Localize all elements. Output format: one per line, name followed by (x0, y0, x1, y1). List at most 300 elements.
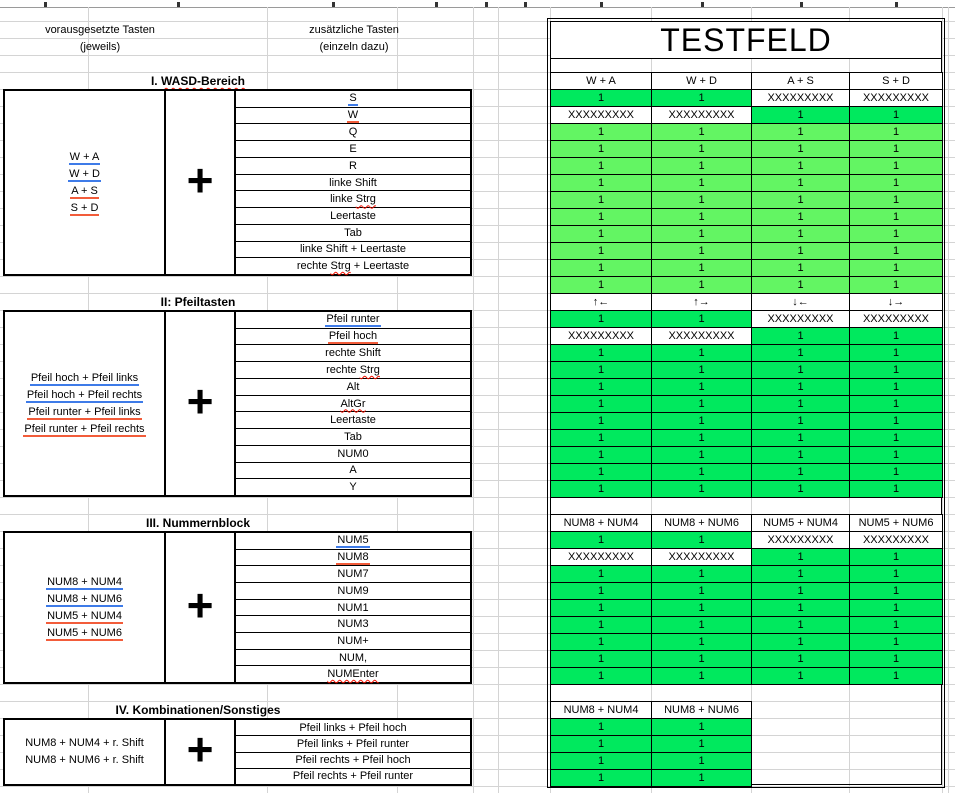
result-cell[interactable]: 1 (752, 634, 850, 651)
result-cell[interactable]: XXXXXXXXX (752, 532, 850, 549)
result-cell[interactable]: XXXXXXXXX (850, 90, 943, 107)
result-cell[interactable]: 1 (551, 583, 652, 600)
result-cell[interactable]: 1 (652, 668, 752, 685)
additional-key-cell[interactable] (236, 720, 470, 736)
prerequisite-key-cell[interactable] (26, 387, 143, 404)
result-cell[interactable]: 1 (652, 481, 752, 498)
prerequisite-key-cell[interactable] (46, 591, 123, 608)
result-cell[interactable]: 1 (752, 396, 850, 413)
result-cell[interactable]: 1 (652, 226, 752, 243)
additional-key-cell[interactable] (236, 412, 470, 429)
result-cell[interactable]: 1 (652, 362, 752, 379)
prerequisite-key-cell[interactable] (46, 625, 123, 642)
result-cell[interactable]: 1 (652, 532, 752, 549)
result-cell[interactable]: 1 (551, 447, 652, 464)
result-cell[interactable]: 1 (652, 311, 752, 328)
result-cell[interactable]: 1 (850, 447, 943, 464)
result-cell[interactable]: 1 (551, 90, 652, 107)
section-title-text: WASD-Bereich (160, 74, 246, 88)
result-cell[interactable]: 1 (752, 209, 850, 226)
plus-sign: + (186, 578, 214, 631)
result-cell[interactable]: 1 (752, 260, 850, 277)
result-grid (550, 514, 943, 685)
result-cell[interactable]: 1 (551, 634, 652, 651)
result-cell[interactable]: 1 (652, 158, 752, 175)
result-cell[interactable]: 1 (652, 566, 752, 583)
key-label: Q (348, 126, 358, 139)
result-cell[interactable]: 1 (752, 175, 850, 192)
result-cell[interactable]: 1 (652, 753, 752, 770)
result-cell[interactable]: 1 (551, 141, 652, 158)
left-key-label: W + D (69, 167, 100, 180)
result-cell[interactable]: XXXXXXXXX (551, 328, 652, 345)
prerequisite-key-cell[interactable] (68, 166, 101, 183)
additional-key-cell[interactable] (236, 650, 470, 667)
column-letter-remnant (177, 2, 180, 7)
additional-key-cell[interactable] (236, 446, 470, 463)
result-cell[interactable]: 1 (752, 328, 850, 345)
misspelled-word: Strg (359, 364, 380, 377)
result-column-header-cell[interactable]: NUM5 + NUM6 (850, 515, 943, 532)
additional-key-cell[interactable] (236, 225, 470, 242)
column-letter-remnant (44, 2, 47, 7)
key-label: NUM3 (337, 618, 369, 631)
key-label: A (349, 464, 357, 477)
additional-key-cell[interactable] (236, 566, 470, 583)
additional-keys-table (234, 718, 472, 786)
key-label: rechte Shift (325, 347, 381, 360)
additional-key-cell[interactable] (236, 396, 470, 413)
right-header-line1: zusätzliche Tasten (309, 24, 399, 36)
column-letter-remnant (895, 2, 898, 7)
misspelled-word: Strg (330, 260, 351, 273)
misspelled-word: AltGr (340, 397, 366, 410)
result-cell[interactable]: 1 (752, 107, 850, 124)
result-cell[interactable]: 1 (652, 719, 752, 736)
result-cell[interactable]: 1 (752, 566, 850, 583)
result-column-header-cell[interactable]: ↓→ (850, 294, 943, 311)
key-label: NUM+ (337, 634, 369, 647)
result-cell[interactable]: 1 (551, 277, 652, 294)
additional-key-cell[interactable] (236, 429, 470, 446)
result-column-header-cell[interactable]: NUM8 + NUM4 (551, 515, 652, 532)
result-cell[interactable]: 1 (752, 668, 850, 685)
key-label: NUM7 (337, 568, 369, 581)
additional-key-cell[interactable] (236, 600, 470, 617)
plus-sign: + (186, 153, 214, 206)
key-label: Alt (346, 380, 360, 393)
key-label: Leertaste (330, 210, 376, 222)
result-cell[interactable]: 1 (752, 447, 850, 464)
left-key-label: NUM8 + NUM6 (47, 592, 122, 605)
section-title[interactable] (0, 515, 396, 531)
left-key-label: Pfeil hoch + Pfeil rechts (26, 388, 143, 401)
key-label: NUM9 (337, 584, 369, 597)
prerequisite-key-cell[interactable] (25, 735, 144, 752)
result-column-header-cell[interactable]: S + D (850, 73, 943, 90)
result-cell[interactable]: 1 (850, 192, 943, 209)
left-key-label: Pfeil hoch + Pfeil links (30, 371, 139, 384)
plus-sign: + (186, 374, 214, 427)
result-cell[interactable]: 1 (551, 753, 652, 770)
left-key-label: W + A (69, 150, 100, 163)
additional-key-cell[interactable] (236, 666, 470, 682)
result-cell[interactable]: 1 (551, 464, 652, 481)
result-cell[interactable]: 1 (850, 481, 943, 498)
result-column-header-cell[interactable]: W + A (551, 73, 652, 90)
column-letter-remnant (701, 2, 704, 7)
result-cell[interactable]: 1 (652, 124, 752, 141)
additional-key-cell[interactable] (236, 124, 470, 141)
result-cell[interactable]: 1 (752, 413, 850, 430)
additional-key-cell[interactable] (236, 191, 470, 208)
plus-sign: + (186, 723, 214, 775)
additional-key-cell[interactable] (236, 736, 470, 752)
result-cell[interactable]: 1 (551, 719, 652, 736)
result-cell[interactable]: 1 (551, 566, 652, 583)
additional-key-cell[interactable] (236, 141, 470, 158)
result-cell[interactable]: 1 (652, 430, 752, 447)
additional-key-cell[interactable] (236, 158, 470, 175)
additional-key-cell[interactable] (236, 753, 470, 769)
result-cell[interactable]: 1 (850, 175, 943, 192)
section-title-text: Pfeiltasten (174, 295, 236, 309)
result-cell[interactable]: 1 (551, 770, 652, 787)
section-title-prefix: III. (145, 516, 163, 530)
additional-key-cell[interactable] (236, 91, 470, 108)
result-cell[interactable]: 1 (551, 617, 652, 634)
testfeld-title[interactable]: TESTFELD (551, 22, 941, 59)
left-key-label: NUM5 + NUM4 (47, 609, 122, 622)
additional-key-cell[interactable] (236, 362, 470, 379)
result-cell[interactable]: 1 (850, 243, 943, 260)
key-label: R (349, 159, 357, 172)
left-key-label: NUM8 + NUM4 (47, 575, 122, 588)
key-label: Pfeil rechts + Pfeil hoch (295, 754, 411, 767)
key-label: linke Shift (329, 176, 377, 189)
misspelled-word: Strg (355, 193, 376, 206)
result-cell[interactable]: 1 (850, 345, 943, 362)
result-column-header-cell[interactable]: NUM5 + NUM4 (752, 515, 850, 532)
result-column-header-cell[interactable]: NUM8 + NUM4 (551, 702, 652, 719)
result-cell[interactable]: 1 (652, 379, 752, 396)
additional-key-cell[interactable] (236, 633, 470, 650)
left-key-label: NUM5 + NUM6 (47, 626, 122, 639)
result-cell[interactable]: 1 (752, 481, 850, 498)
left-key-label: Pfeil runter + Pfeil links (28, 405, 141, 418)
result-cell[interactable]: 1 (551, 362, 652, 379)
result-cell[interactable]: 1 (551, 345, 652, 362)
result-cell[interactable]: 1 (850, 107, 943, 124)
result-cell[interactable]: 1 (652, 209, 752, 226)
additional-keys-table (234, 89, 472, 276)
additional-keys-table (234, 531, 472, 684)
section-title-text: Nummernblock (162, 516, 251, 530)
result-column-header-cell[interactable]: NUM8 + NUM6 (652, 702, 752, 719)
result-cell[interactable]: 1 (752, 362, 850, 379)
additional-key-cell[interactable] (236, 769, 470, 784)
result-cell[interactable]: 1 (551, 158, 652, 175)
result-cell[interactable]: 1 (850, 158, 943, 175)
result-cell[interactable]: 1 (652, 600, 752, 617)
result-cell[interactable]: 1 (551, 124, 652, 141)
result-cell[interactable]: 1 (652, 345, 752, 362)
spreadsheet-column-header-strip (0, 0, 955, 8)
additional-key-cell[interactable] (236, 108, 470, 125)
additional-key-cell[interactable] (236, 463, 470, 480)
key-label: NUM8 (337, 550, 369, 563)
left-header-line1: vorausgesetzte Tasten (45, 24, 155, 36)
key-label: S (349, 91, 357, 104)
result-column-header-cell[interactable]: A + S (752, 73, 850, 90)
result-cell[interactable]: 1 (551, 481, 652, 498)
additional-key-cell[interactable] (236, 479, 470, 495)
result-cell[interactable]: 1 (752, 141, 850, 158)
key-label: E (349, 143, 357, 156)
result-cell[interactable]: XXXXXXXXX (551, 107, 652, 124)
result-cell[interactable]: 1 (551, 413, 652, 430)
section-title-prefix: I. (150, 74, 161, 88)
result-column-header-cell[interactable]: W + D (652, 73, 752, 90)
result-cell[interactable]: 1 (652, 141, 752, 158)
key-label: Pfeil links + Pfeil runter (296, 737, 410, 750)
additional-key-cell[interactable] (236, 345, 470, 362)
misspelled-word: NUMEnter (327, 668, 379, 681)
left-key-label: A + S (71, 184, 98, 197)
result-cell[interactable]: 1 (652, 192, 752, 209)
result-cell[interactable]: 1 (850, 566, 943, 583)
section-title-prefix: II: (160, 295, 175, 309)
column-letter-remnant (485, 2, 488, 7)
result-cell[interactable]: 1 (850, 226, 943, 243)
prerequisite-key-cell[interactable] (30, 370, 139, 387)
result-cell[interactable]: 1 (652, 651, 752, 668)
result-cell[interactable]: 1 (752, 158, 850, 175)
result-cell[interactable]: 1 (850, 328, 943, 345)
result-cell[interactable]: XXXXXXXXX (752, 90, 850, 107)
section-title[interactable] (0, 73, 396, 89)
result-cell[interactable]: 1 (850, 124, 943, 141)
result-cell[interactable]: 1 (551, 600, 652, 617)
result-cell[interactable]: 1 (752, 430, 850, 447)
prerequisite-key-cell[interactable] (27, 404, 141, 421)
additional-key-cell[interactable] (236, 329, 470, 346)
result-cell[interactable]: 1 (850, 549, 943, 566)
key-label: Tab (344, 226, 362, 239)
result-cell[interactable]: 1 (752, 600, 850, 617)
result-cell[interactable]: 1 (752, 583, 850, 600)
plus-box (164, 718, 236, 786)
result-cell[interactable]: 1 (850, 651, 943, 668)
result-cell[interactable]: 1 (752, 226, 850, 243)
result-cell[interactable]: 1 (850, 277, 943, 294)
result-cell[interactable]: 1 (551, 243, 652, 260)
prerequisite-key-cell[interactable] (46, 574, 123, 591)
result-cell[interactable]: XXXXXXXXX (652, 107, 752, 124)
prerequisite-key-cell[interactable] (25, 752, 144, 769)
gridline-vertical (498, 7, 499, 793)
left-key-label: S + D (70, 201, 99, 214)
key-label: rechte Strg + Leertaste (296, 260, 410, 273)
result-column-header-cell[interactable]: ↑→ (652, 294, 752, 311)
result-cell[interactable]: 1 (652, 396, 752, 413)
result-cell[interactable]: 1 (652, 277, 752, 294)
prerequisite-key-cell[interactable] (70, 183, 99, 200)
additional-key-cell[interactable] (236, 583, 470, 600)
plus-box (164, 89, 236, 276)
result-cell[interactable]: 1 (850, 396, 943, 413)
key-label: linke Shift + Leertaste (299, 243, 407, 256)
result-column-header-cell[interactable]: ↓← (752, 294, 850, 311)
result-cell[interactable]: 1 (652, 243, 752, 260)
result-cell[interactable]: 1 (652, 464, 752, 481)
prerequisite-keys-box (3, 310, 166, 497)
result-cell[interactable]: 1 (850, 362, 943, 379)
prerequisite-key-cell[interactable] (70, 200, 100, 217)
key-label: Tab (344, 431, 362, 443)
key-label: Pfeil links + Pfeil hoch (299, 721, 407, 734)
result-cell[interactable]: 1 (850, 583, 943, 600)
column-letter-remnant (600, 2, 603, 7)
result-cell[interactable]: 1 (551, 651, 652, 668)
result-cell[interactable]: 1 (752, 192, 850, 209)
result-cell[interactable]: XXXXXXXXX (752, 311, 850, 328)
result-cell[interactable]: 1 (752, 345, 850, 362)
key-label: Pfeil runter (326, 312, 380, 325)
prerequisite-key-cell[interactable] (23, 421, 145, 438)
result-cell[interactable]: 1 (551, 736, 652, 753)
result-cell[interactable]: 1 (752, 651, 850, 668)
result-cell[interactable]: 1 (652, 617, 752, 634)
plus-box (164, 531, 236, 684)
result-cell[interactable]: 1 (551, 209, 652, 226)
result-cell[interactable]: 1 (551, 192, 652, 209)
result-cell[interactable]: 1 (752, 549, 850, 566)
result-cell[interactable]: 1 (850, 634, 943, 651)
result-cell[interactable]: 1 (850, 668, 943, 685)
result-cell[interactable]: 1 (850, 209, 943, 226)
left-key-label: Pfeil runter + Pfeil rechts (24, 422, 145, 435)
additional-key-cell[interactable] (236, 312, 470, 329)
result-cell[interactable]: 1 (551, 430, 652, 447)
result-cell[interactable]: 1 (551, 175, 652, 192)
result-cell[interactable]: 1 (850, 464, 943, 481)
result-cell[interactable]: 1 (752, 124, 850, 141)
additional-key-cell[interactable] (236, 208, 470, 225)
gridline-vertical (473, 7, 474, 793)
result-cell[interactable]: 1 (551, 668, 652, 685)
column-letter-remnant (524, 2, 527, 7)
result-cell[interactable]: 1 (850, 617, 943, 634)
result-cell[interactable]: 1 (850, 141, 943, 158)
left-header-line2: (jeweils) (79, 41, 121, 53)
result-cell[interactable]: 1 (652, 413, 752, 430)
result-cell[interactable]: 1 (652, 634, 752, 651)
additional-key-cell[interactable] (236, 616, 470, 633)
result-grid (550, 701, 752, 787)
section-title[interactable] (0, 294, 396, 310)
result-cell[interactable]: 1 (752, 379, 850, 396)
additional-key-cell[interactable] (236, 258, 470, 274)
result-cell[interactable]: XXXXXXXXX (850, 532, 943, 549)
prerequisite-key-cell[interactable] (46, 608, 123, 625)
result-grid (550, 293, 943, 498)
result-cell[interactable]: XXXXXXXXX (850, 311, 943, 328)
result-cell[interactable]: 1 (752, 277, 850, 294)
result-cell[interactable]: 1 (652, 260, 752, 277)
result-cell[interactable]: 1 (850, 600, 943, 617)
column-letter-remnant (435, 2, 438, 7)
key-label (327, 668, 378, 680)
result-column-header-cell[interactable]: NUM8 + NUM6 (652, 515, 752, 532)
result-cell[interactable]: 1 (551, 532, 652, 549)
key-label: rechte Strg (326, 364, 380, 377)
section-title[interactable] (0, 702, 396, 718)
result-cell[interactable]: 1 (652, 583, 752, 600)
result-cell[interactable]: 1 (752, 617, 850, 634)
prerequisite-keys-box (3, 89, 166, 276)
result-cell[interactable]: 1 (850, 260, 943, 277)
result-cell[interactable]: 1 (752, 243, 850, 260)
plus-box (164, 310, 236, 497)
result-cell[interactable]: 1 (551, 226, 652, 243)
section-title-text: Kombinationen/Sonstiges (132, 703, 281, 717)
result-cell[interactable]: 1 (652, 770, 752, 787)
column-letter-remnant (332, 2, 335, 7)
result-cell[interactable]: XXXXXXXXX (652, 549, 752, 566)
prerequisite-keys-box (3, 718, 166, 786)
key-label: Pfeil rechts + Pfeil runter (292, 770, 414, 783)
key-label: linke Strg (330, 193, 376, 206)
additional-key-cell[interactable] (236, 242, 470, 259)
result-cell[interactable]: XXXXXXXXX (652, 328, 752, 345)
prerequisite-key-cell[interactable] (69, 149, 101, 166)
column-letter-remnant (800, 2, 803, 7)
result-grid (550, 72, 943, 294)
result-cell[interactable]: 1 (551, 311, 652, 328)
result-cell[interactable]: 1 (652, 90, 752, 107)
additional-key-cell[interactable] (236, 533, 470, 550)
result-cell[interactable]: 1 (551, 396, 652, 413)
additional-keys-table (234, 310, 472, 497)
result-cell[interactable]: 1 (551, 260, 652, 277)
left-key-label: NUM8 + NUM6 + r. Shift (25, 754, 144, 766)
result-cell[interactable]: 1 (850, 430, 943, 447)
result-cell[interactable]: 1 (850, 379, 943, 396)
additional-key-cell[interactable] (236, 175, 470, 192)
result-column-header-cell[interactable]: ↑← (551, 294, 652, 311)
additional-key-cell[interactable] (236, 550, 470, 567)
result-cell[interactable]: 1 (752, 464, 850, 481)
additional-key-cell[interactable] (236, 379, 470, 396)
gridline-vertical (948, 7, 949, 793)
key-label: Pfeil hoch (328, 329, 378, 342)
right-header-line2: (einzeln dazu) (319, 41, 389, 53)
key-label: NUM, (338, 651, 368, 664)
result-cell[interactable]: 1 (652, 736, 752, 753)
key-label: NUM5 (337, 533, 369, 546)
result-cell[interactable]: 1 (551, 379, 652, 396)
result-cell[interactable]: 1 (652, 447, 752, 464)
key-label: NUM1 (337, 601, 369, 614)
result-cell[interactable]: 1 (652, 175, 752, 192)
result-cell[interactable]: 1 (850, 413, 943, 430)
key-label: Leertaste (330, 414, 376, 427)
result-cell[interactable]: XXXXXXXXX (551, 549, 652, 566)
key-label: W (347, 108, 359, 121)
section-title-prefix: IV. (115, 703, 133, 717)
prerequisite-keys-box (3, 531, 166, 684)
